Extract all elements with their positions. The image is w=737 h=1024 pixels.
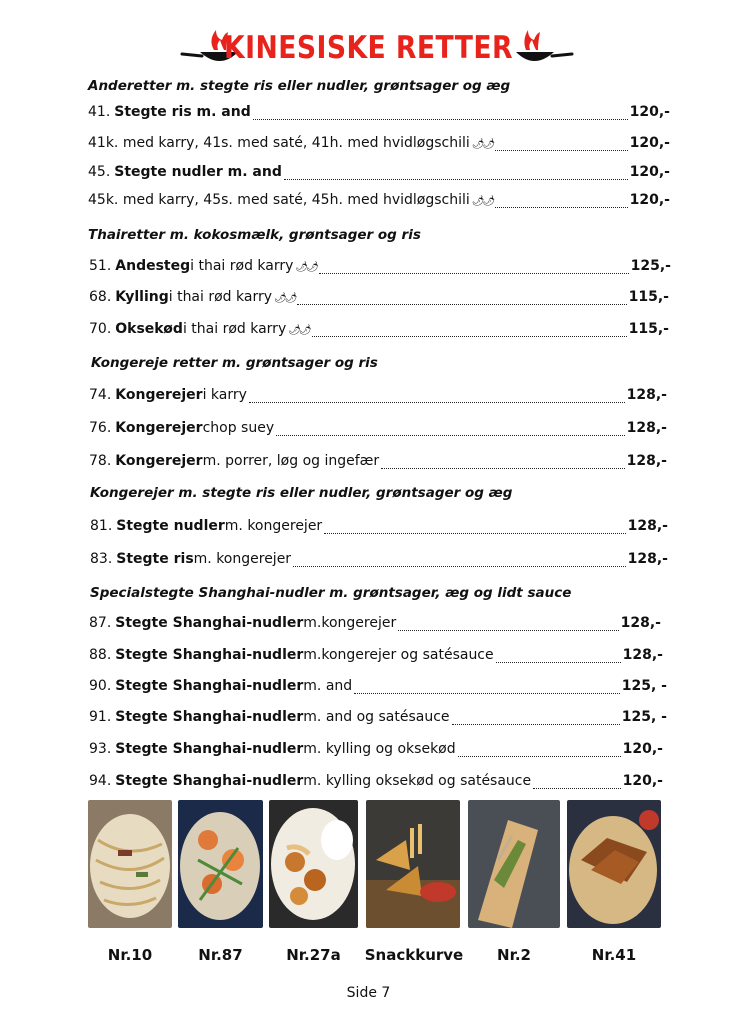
page-number: Side 7 (346, 985, 391, 1001)
menu-item: 45k. med karry, 45s. med saté, 45h. med hvidløgschili 🌶🌶 120,- (88, 192, 670, 208)
food-photo-snack-basket (366, 800, 460, 928)
menu-item: 78. Kongerejer m. porrer, løg og ingefær 128,- (89, 453, 667, 469)
section-heading: Kongerejer m. stegte ris eller nudler, grøntsager og æg (90, 485, 513, 501)
menu-item: 93. Stegte Shanghai-nudler m. kylling og oksekød 120,- (89, 741, 663, 757)
page-title: KINESISKE RETTER (224, 30, 513, 66)
photo-caption: Snackkurve (364, 946, 464, 964)
chili-icon: 🌶🌶 (295, 262, 317, 273)
food-photo-shanghai-noodles (178, 800, 263, 928)
chili-icon: 🌶🌶 (288, 325, 310, 336)
page-header (0, 26, 737, 82)
menu-item: 83. Stegte ris m. kongerejer 128,- (90, 551, 668, 567)
menu-item: 81. Stegte nudler m. kongerejer 128,- (90, 518, 668, 534)
photo-caption: Nr.10 (107, 946, 153, 964)
flaming-wok-icon (514, 26, 574, 72)
menu-item: 68. Kylling i thai rød karry 🌶🌶 115,- (89, 289, 669, 305)
chili-icon: 🌶🌶 (471, 196, 494, 207)
photo-caption: Nr.87 (198, 946, 243, 964)
photo-caption: Nr.2 (497, 946, 531, 964)
section-heading: Anderetter m. stegte ris eller nudler, grøntsager og æg (88, 78, 511, 94)
menu-item: 41k. med karry, 41s. med saté, 41h. med hvidløgschili 🌶🌶 120,- (88, 135, 670, 151)
photo-caption: Nr.41 (591, 946, 637, 964)
menu-item: 91. Stegte Shanghai-nudler m. and og satésauce 125, - (89, 709, 667, 725)
chili-icon: 🌶🌶 (274, 293, 296, 304)
menu-item: 76. Kongerejer chop suey 128,- (89, 420, 667, 436)
food-photo-noodles (88, 800, 172, 928)
menu-item: 90. Stegte Shanghai-nudler m. and 125, - (89, 678, 667, 694)
menu-item: 88. Stegte Shanghai-nudler m.kongerejer og satésauce 128,- (89, 647, 663, 663)
section-heading: Specialstegte Shanghai-nudler m. grøntsager, æg og lidt sauce (90, 585, 572, 601)
menu-item: 45. Stegte nudler m. and 120,- (88, 164, 670, 180)
menu-item: 41. Stegte ris m. and 120,- (88, 104, 670, 120)
menu-item: 74. Kongerejer i karry 128,- (89, 387, 667, 403)
food-photo-spring-roll (468, 800, 560, 928)
menu-item: 70. Oksekød i thai rød karry 🌶🌶 115,- (89, 321, 669, 337)
menu-item: 87. Stegte Shanghai-nudler m.kongerejer 128,- (89, 615, 661, 631)
menu-item: 94. Stegte Shanghai-nudler m. kylling oksekød og satésauce 120,- (89, 773, 663, 789)
section-heading: Kongereje retter m. grøntsager og ris (91, 355, 378, 371)
photo-caption: Nr.27a (286, 946, 341, 964)
menu-item: 51. Andesteg i thai rød karry 🌶🌶 125,- (89, 258, 671, 274)
food-photo-duck-rice (567, 800, 661, 928)
section-heading: Thairetter m. kokosmælk, grøntsager og ris (88, 227, 421, 243)
food-photo-cashew-chicken (269, 800, 358, 928)
chili-icon: 🌶🌶 (471, 139, 494, 150)
